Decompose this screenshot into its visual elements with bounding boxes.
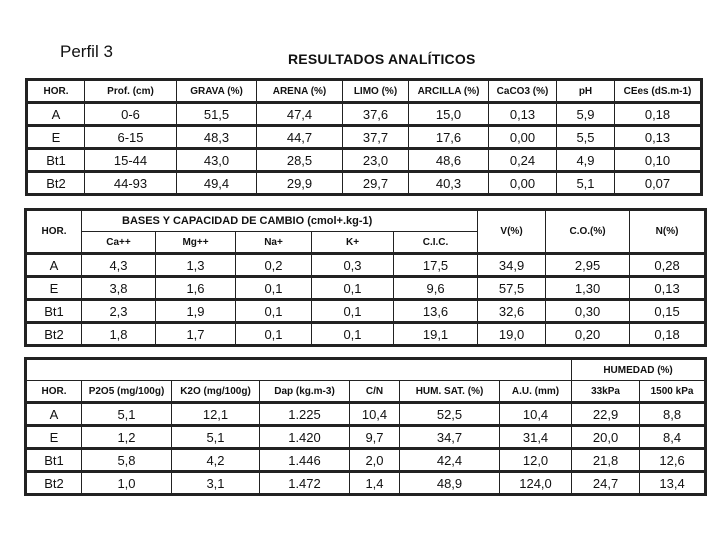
table-row bbox=[26, 300, 706, 323]
horizon-cell: E bbox=[27, 126, 85, 149]
horizon-cell: Bt2 bbox=[26, 323, 82, 346]
table-cell: 29,7 bbox=[343, 172, 409, 195]
table-row bbox=[26, 403, 706, 426]
table-cell: 0,15 bbox=[630, 300, 706, 323]
table-cell: 4,9 bbox=[557, 149, 615, 172]
table-cell: 1.472 bbox=[260, 472, 350, 495]
table-cell: 1,2 bbox=[82, 426, 172, 449]
table-cell: 0,1 bbox=[312, 323, 394, 346]
table-cell: 21,8 bbox=[572, 449, 640, 472]
table-cell: 32,6 bbox=[478, 300, 546, 323]
blank-cell bbox=[26, 359, 572, 381]
bases-exchange-table bbox=[24, 208, 707, 347]
header-co: C.O.(%) bbox=[546, 210, 630, 254]
horizon-cell: Bt2 bbox=[27, 172, 85, 195]
table-cell: 12,6 bbox=[640, 449, 706, 472]
table-row bbox=[27, 172, 702, 195]
horizon-cell: A bbox=[26, 254, 82, 277]
table-cell: 51,5 bbox=[177, 103, 257, 126]
table-cell: 1,0 bbox=[82, 472, 172, 495]
table-cell: 44-93 bbox=[85, 172, 177, 195]
table-cell: 0,18 bbox=[630, 323, 706, 346]
table-cell: 2,0 bbox=[350, 449, 400, 472]
table-cell: 10,4 bbox=[350, 403, 400, 426]
header-k2o: K2O (mg/100g) bbox=[172, 381, 260, 403]
table-row bbox=[27, 149, 702, 172]
table-cell: 0,00 bbox=[489, 126, 557, 149]
header-limo: LIMO (%) bbox=[343, 80, 409, 103]
header-hor: HOR. bbox=[27, 80, 85, 103]
table-cell: 0,13 bbox=[615, 126, 702, 149]
horizon-cell: Bt1 bbox=[26, 449, 82, 472]
horizon-cell: E bbox=[26, 277, 82, 300]
moisture-table bbox=[24, 357, 707, 496]
table-cell: 0,20 bbox=[546, 323, 630, 346]
table-cell: 2,3 bbox=[82, 300, 156, 323]
header-caco3: CaCO3 (%) bbox=[489, 80, 557, 103]
table-cell: 0,13 bbox=[630, 277, 706, 300]
table-cell: 48,3 bbox=[177, 126, 257, 149]
table-cell: 57,5 bbox=[478, 277, 546, 300]
table-row bbox=[26, 323, 706, 346]
table-cell: 5,1 bbox=[557, 172, 615, 195]
table-cell: 13,4 bbox=[640, 472, 706, 495]
group-header-row bbox=[26, 359, 706, 381]
header-33kpa: 33kPa bbox=[572, 381, 640, 403]
table-cell: 3,1 bbox=[172, 472, 260, 495]
header-grava: GRAVA (%) bbox=[177, 80, 257, 103]
table-cell: 17,5 bbox=[394, 254, 478, 277]
table-cell: 0-6 bbox=[85, 103, 177, 126]
horizon-cell: Bt2 bbox=[26, 472, 82, 495]
table-cell: 19,1 bbox=[394, 323, 478, 346]
table-cell: 12,1 bbox=[172, 403, 260, 426]
table-row bbox=[26, 254, 706, 277]
table-cell: 0,10 bbox=[615, 149, 702, 172]
header-cic: C.I.C. bbox=[394, 232, 478, 254]
table-cell: 8,8 bbox=[640, 403, 706, 426]
table-cell: 34,9 bbox=[478, 254, 546, 277]
table-header-row bbox=[26, 381, 706, 403]
horizon-cell: A bbox=[26, 403, 82, 426]
table-cell: 5,5 bbox=[557, 126, 615, 149]
header-ca: Ca++ bbox=[82, 232, 156, 254]
table-cell: 1,8 bbox=[82, 323, 156, 346]
table-cell: 43,0 bbox=[177, 149, 257, 172]
table-cell: 40,3 bbox=[409, 172, 489, 195]
table-cell: 15,0 bbox=[409, 103, 489, 126]
table-cell: 31,4 bbox=[500, 426, 572, 449]
table-cell: 52,5 bbox=[400, 403, 500, 426]
table-row bbox=[26, 277, 706, 300]
table-cell: 29,9 bbox=[257, 172, 343, 195]
horizon-cell: Bt1 bbox=[26, 300, 82, 323]
table-cell: 17,6 bbox=[409, 126, 489, 149]
table-cell: 0,1 bbox=[236, 277, 312, 300]
table-cell: 0,00 bbox=[489, 172, 557, 195]
table-cell: 1,4 bbox=[350, 472, 400, 495]
table-cell: 0,1 bbox=[312, 300, 394, 323]
table-cell: 15-44 bbox=[85, 149, 177, 172]
table-cell: 0,3 bbox=[312, 254, 394, 277]
table-cell: 4,2 bbox=[172, 449, 260, 472]
table-cell: 28,5 bbox=[257, 149, 343, 172]
header-k: K+ bbox=[312, 232, 394, 254]
table-cell: 6-15 bbox=[85, 126, 177, 149]
table-cell: 0,13 bbox=[489, 103, 557, 126]
table-cell: 20,0 bbox=[572, 426, 640, 449]
table-row bbox=[27, 126, 702, 149]
header-v: V(%) bbox=[478, 210, 546, 254]
table-cell: 24,7 bbox=[572, 472, 640, 495]
group-header-row bbox=[26, 210, 706, 232]
header-dap: Dap (kg.m-3) bbox=[260, 381, 350, 403]
table-header-row bbox=[27, 80, 702, 103]
table-cell: 1,3 bbox=[156, 254, 236, 277]
header-na: Na+ bbox=[236, 232, 312, 254]
table-row bbox=[26, 472, 706, 495]
table-cell: 9,6 bbox=[394, 277, 478, 300]
table-cell: 5,9 bbox=[557, 103, 615, 126]
table-cell: 34,7 bbox=[400, 426, 500, 449]
profile-label: Perfil 3 bbox=[60, 42, 113, 61]
header-1500kpa: 1500 kPa bbox=[640, 381, 706, 403]
table-cell: 0,07 bbox=[615, 172, 702, 195]
header-hor: HOR. bbox=[26, 210, 82, 254]
header-hum-sat: HUM. SAT. (%) bbox=[400, 381, 500, 403]
table-row bbox=[26, 426, 706, 449]
table-cell: 5,1 bbox=[172, 426, 260, 449]
table-cell: 19,0 bbox=[478, 323, 546, 346]
header-n: N(%) bbox=[630, 210, 706, 254]
table-cell: 23,0 bbox=[343, 149, 409, 172]
table-cell: 37,6 bbox=[343, 103, 409, 126]
bases-group-title: BASES Y CAPACIDAD DE CAMBIO (cmol+.kg-1) bbox=[82, 210, 478, 232]
table-cell: 1,9 bbox=[156, 300, 236, 323]
table-cell: 4,3 bbox=[82, 254, 156, 277]
table-cell: 2,95 bbox=[546, 254, 630, 277]
table-cell: 12,0 bbox=[500, 449, 572, 472]
table-cell: 0,1 bbox=[312, 277, 394, 300]
header-au: A.U. (mm) bbox=[500, 381, 572, 403]
page-title: RESULTADOS ANALÍTICOS bbox=[288, 51, 476, 67]
table-cell: 44,7 bbox=[257, 126, 343, 149]
table-cell: 0,2 bbox=[236, 254, 312, 277]
header-cees: CEes (dS.m-1) bbox=[615, 80, 702, 103]
header-cn: C/N bbox=[350, 381, 400, 403]
table-cell: 0,1 bbox=[236, 323, 312, 346]
table-cell: 42,4 bbox=[400, 449, 500, 472]
table-cell: 47,4 bbox=[257, 103, 343, 126]
table-cell: 8,4 bbox=[640, 426, 706, 449]
table-cell: 49,4 bbox=[177, 172, 257, 195]
table-cell: 22,9 bbox=[572, 403, 640, 426]
header-prof: Prof. (cm) bbox=[85, 80, 177, 103]
table-cell: 10,4 bbox=[500, 403, 572, 426]
header-p2o5: P2O5 (mg/100g) bbox=[82, 381, 172, 403]
table-cell: 1.420 bbox=[260, 426, 350, 449]
table-cell: 37,7 bbox=[343, 126, 409, 149]
table-cell: 0,18 bbox=[615, 103, 702, 126]
horizon-cell: E bbox=[26, 426, 82, 449]
table-cell: 9,7 bbox=[350, 426, 400, 449]
table-cell: 5,8 bbox=[82, 449, 172, 472]
table-cell: 3,8 bbox=[82, 277, 156, 300]
table-row bbox=[26, 449, 706, 472]
horizon-cell: A bbox=[27, 103, 85, 126]
horizon-cell: Bt1 bbox=[27, 149, 85, 172]
table-cell: 0,28 bbox=[630, 254, 706, 277]
header-hor: HOR. bbox=[26, 381, 82, 403]
table-cell: 1,7 bbox=[156, 323, 236, 346]
table-cell: 5,1 bbox=[82, 403, 172, 426]
table-cell: 1.446 bbox=[260, 449, 350, 472]
table-cell: 1,6 bbox=[156, 277, 236, 300]
table-cell: 1,30 bbox=[546, 277, 630, 300]
humedad-group-title: HUMEDAD (%) bbox=[572, 359, 706, 381]
header-mg: Mg++ bbox=[156, 232, 236, 254]
header-arcilla: ARCILLA (%) bbox=[409, 80, 489, 103]
table-cell: 124,0 bbox=[500, 472, 572, 495]
table-cell: 0,30 bbox=[546, 300, 630, 323]
table-cell: 13,6 bbox=[394, 300, 478, 323]
table-cell: 48,6 bbox=[409, 149, 489, 172]
table-cell: 0,1 bbox=[236, 300, 312, 323]
header-ph: pH bbox=[557, 80, 615, 103]
header-arena: ARENA (%) bbox=[257, 80, 343, 103]
table-row bbox=[27, 103, 702, 126]
analytical-results-table bbox=[25, 78, 703, 196]
table-cell: 1.225 bbox=[260, 403, 350, 426]
table-cell: 0,24 bbox=[489, 149, 557, 172]
table-cell: 48,9 bbox=[400, 472, 500, 495]
